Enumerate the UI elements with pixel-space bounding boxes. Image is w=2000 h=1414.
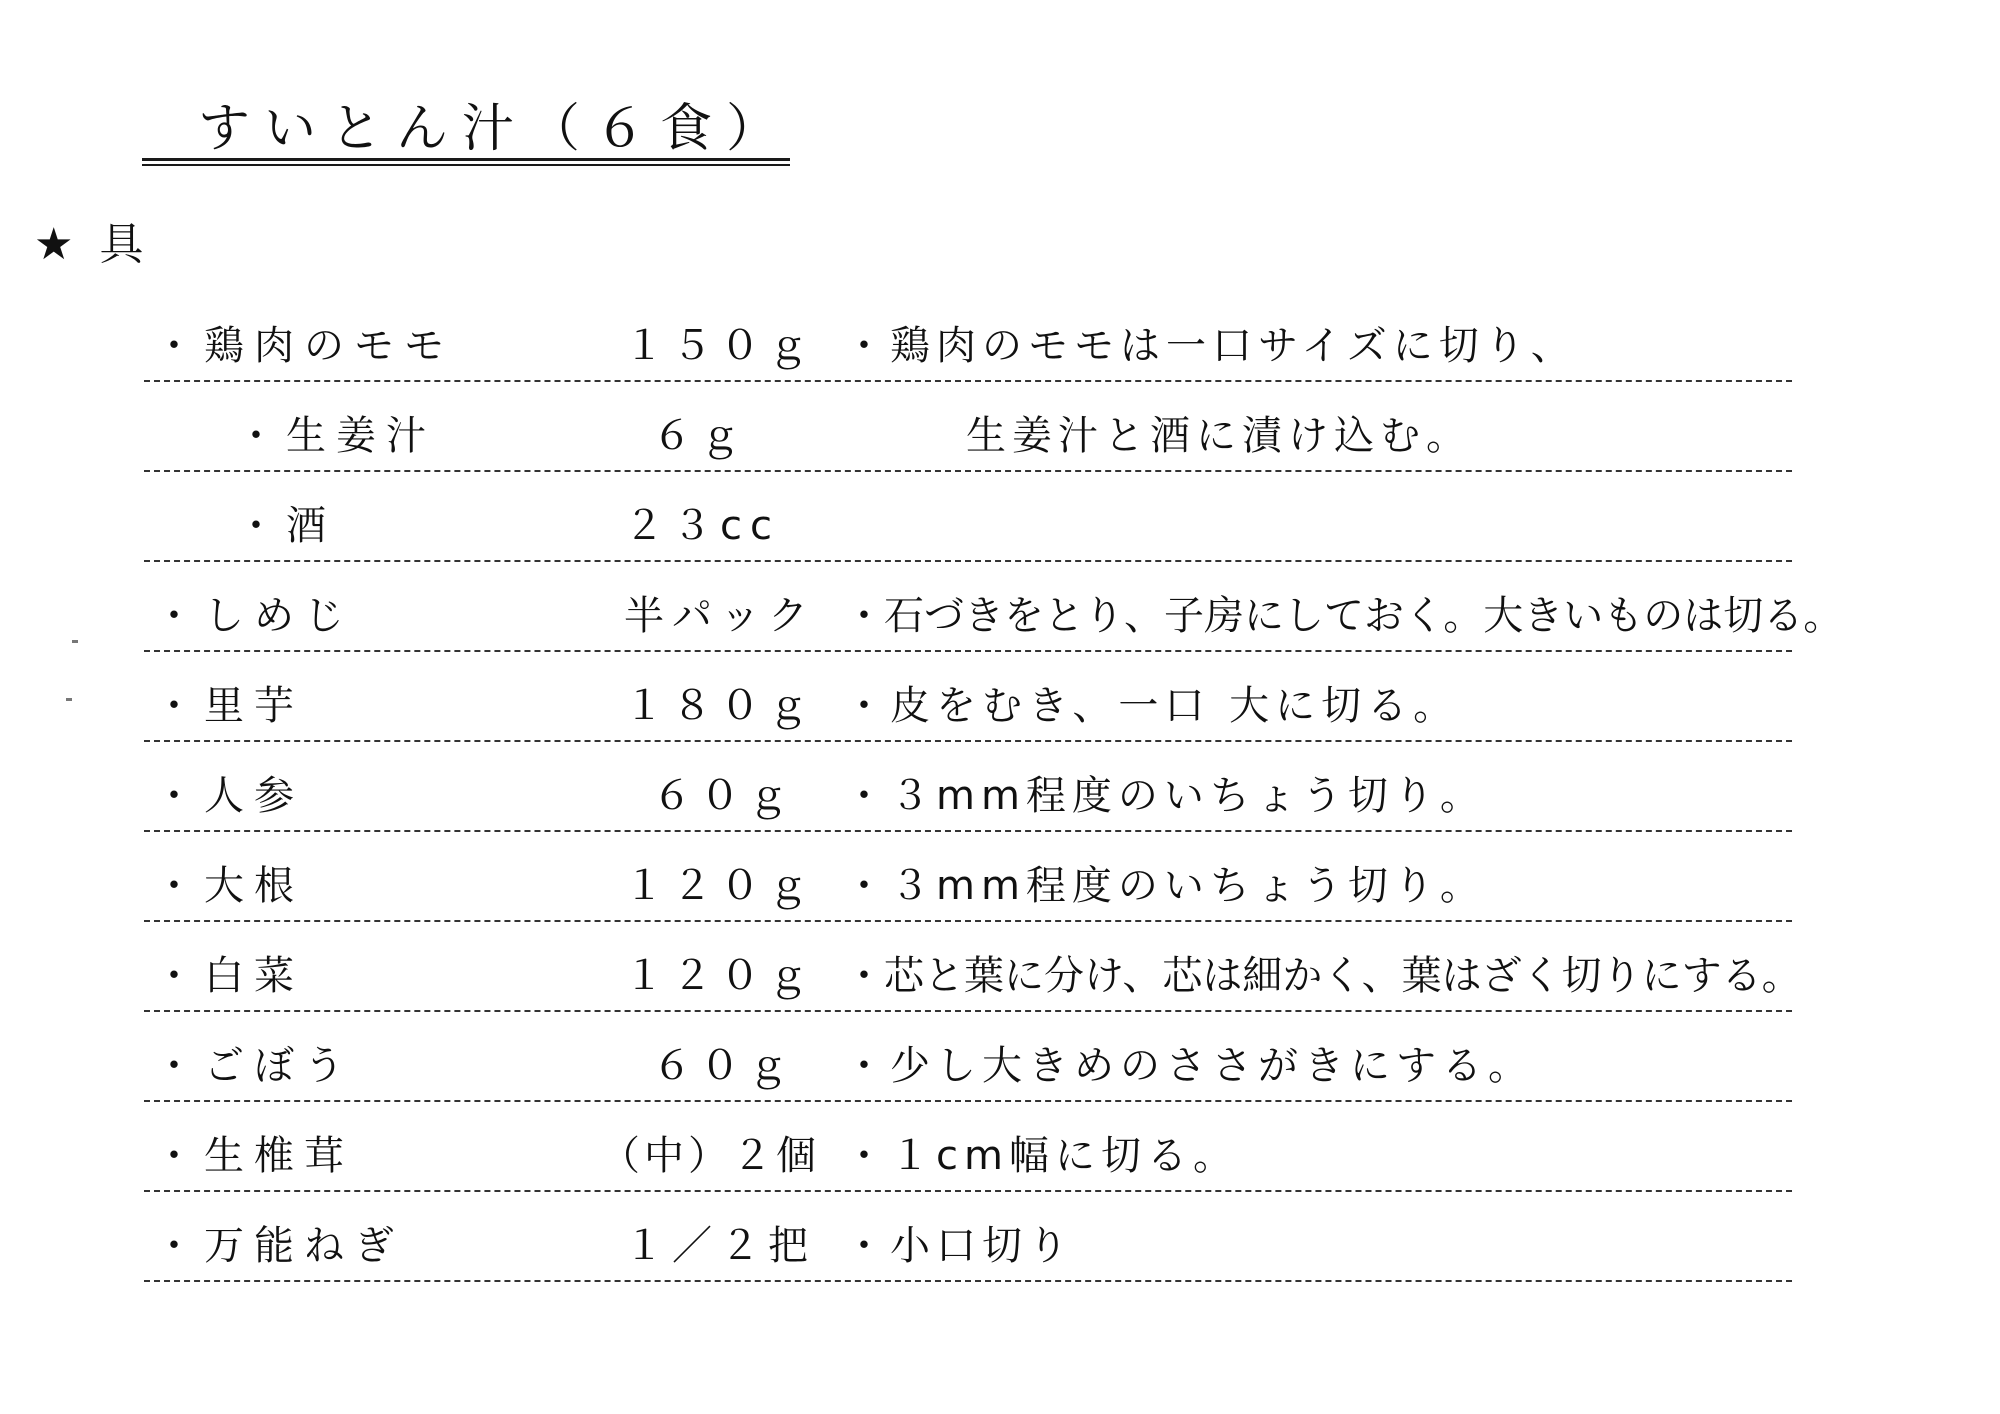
ingredient-name: ・鶏肉のモモ (154, 323, 454, 369)
recipe-title: すいとん汁（６食） (198, 99, 793, 159)
scan-speck (72, 640, 78, 643)
ingredient-row (144, 740, 1792, 832)
section-heading (34, 208, 143, 272)
ingredient-name: ・人参 (154, 773, 304, 819)
ingredient-quantity: ６０ｇ (652, 773, 796, 819)
preparation-note: ・皮をむき、一口 大に切る。 (844, 683, 1460, 729)
ingredient-row (144, 830, 1792, 922)
preparation-note: ・少し大きめのささがきにする。 (844, 1043, 1534, 1089)
ingredient-row (144, 650, 1792, 742)
preparation-note: ・３mm程度のいちょう切り。 (844, 863, 1486, 909)
ingredient-row (144, 470, 1792, 562)
ingredient-quantity: １２０ｇ (624, 953, 816, 999)
preparation-note: ・鶏肉のモモは一口サイズに切り、 (844, 323, 1577, 369)
ingredient-quantity: １２０ｇ (624, 863, 816, 909)
scan-speck (66, 698, 72, 701)
ingredient-quantity: ２３cc (624, 503, 780, 549)
ingredient-name: ・里芋 (154, 683, 304, 729)
ingredient-name: ・酒 (236, 503, 336, 549)
ingredient-quantity: （中）２個 (600, 1133, 820, 1179)
ingredient-row (144, 1190, 1792, 1282)
ingredient-row (144, 380, 1792, 472)
ingredient-quantity: １５０ｇ (624, 323, 816, 369)
ingredient-row (144, 290, 1792, 382)
ingredient-name: ・大根 (154, 863, 304, 909)
preparation-note: ・石づきをとり、子房にしておく。大きいものは切る。 (844, 593, 1844, 639)
ingredient-name: ・白菜 (154, 953, 304, 999)
ingredient-quantity: ６０ｇ (652, 1043, 796, 1089)
ingredient-quantity: ６ｇ (652, 413, 748, 459)
preparation-note: ・１cm幅に切る。 (844, 1133, 1239, 1179)
title-underline (142, 158, 790, 166)
preparation-note: ・芯と葉に分け、芯は細かく、葉はざく切りにする。 (844, 953, 1802, 999)
star-icon: ★ (34, 219, 74, 270)
preparation-note: ・小口切り (844, 1223, 1074, 1269)
ingredient-row (144, 560, 1844, 652)
ingredient-row (144, 1100, 1792, 1192)
ingredient-quantity: 半パック (624, 593, 816, 639)
ingredient-row (144, 1010, 1792, 1102)
ingredient-row (144, 920, 1802, 1012)
section-label: 具 (99, 219, 144, 270)
ingredient-name: ・万能ねぎ (154, 1223, 404, 1269)
ingredient-name: ・生椎茸 (154, 1133, 354, 1179)
ingredient-name: ・生姜汁 (236, 413, 436, 459)
preparation-note: ・３mm程度のいちょう切り。 (844, 773, 1486, 819)
ingredient-name: ・しめじ (154, 593, 354, 639)
ingredient-quantity: １８０ｇ (624, 683, 816, 729)
ingredient-name: ・ごぼう (154, 1043, 354, 1089)
ingredient-quantity: １／２把 (624, 1223, 816, 1269)
preparation-note: 生姜汁と酒に漬け込む。 (966, 413, 1472, 459)
